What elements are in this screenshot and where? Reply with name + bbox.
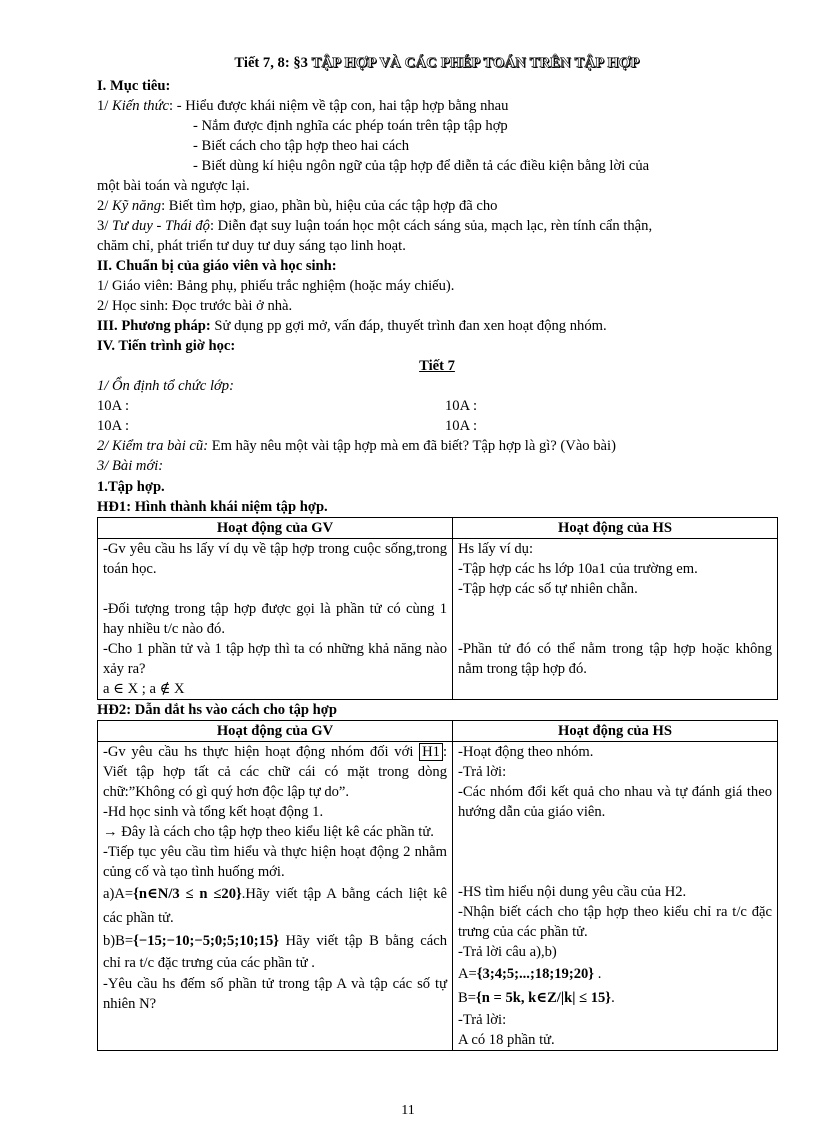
knowledge-line-4: - Biết dùng kí hiệu ngôn ngữ của tập hợp để diễn tả các điều kiện bằng lời của xyxy=(193,158,650,174)
method-text: Sử dụng pp gợi mở, vấn đáp, thuyết trình đan xen hoạt động nhóm. xyxy=(210,318,607,334)
set-a-prefix: a)A= xyxy=(103,886,134,902)
step-2-label: 2/ Kiểm tra bài cũ: xyxy=(97,438,209,454)
attitude-label: 3/ xyxy=(97,218,112,234)
list-item: -Yêu cầu hs đếm số phần tử trong tập A và tập các số tự nhiên N? xyxy=(103,976,447,1012)
list-item: -Cho 1 phần tử và 1 tập hợp thì ta có những khả năng nào xảy ra? xyxy=(103,641,447,677)
column-header-gv: Hoạt động của GV xyxy=(98,518,453,539)
skill-line xyxy=(97,196,777,216)
class-entry: 10A : xyxy=(445,418,478,434)
column-header-gv: Hoạt động của GV xyxy=(98,721,453,742)
table-row xyxy=(98,742,778,1051)
section-objectives-heading: I. Mục tiêu: xyxy=(97,78,171,94)
hs-cell xyxy=(453,742,778,1051)
list-item xyxy=(103,882,447,930)
attitude-line-1 xyxy=(97,216,777,236)
skill-label-italic: Kỹ năng xyxy=(112,198,162,214)
step-1-label: 1/ Ổn định tổ chức lớp: xyxy=(97,378,234,394)
knowledge-label: 1/ xyxy=(97,98,112,114)
list-item: -Các nhóm đổi kết quả cho nhau và tự đánh giá theo hướng dẫn của giáo viên. xyxy=(458,784,772,820)
list-item: -Nhận biết cách cho tập hợp theo kiểu chỉ ra t/c đặc trưng của các phần tử. xyxy=(458,904,772,940)
attitude-label-italic: Tư duy - Thái độ xyxy=(112,218,210,234)
class-entry: 10A : xyxy=(445,398,478,414)
list-item: -Tập hợp các hs lớp 10a1 của trường em. xyxy=(458,561,698,577)
hd1-title: HĐ1: Hình thành khái niệm tập hợp. xyxy=(97,499,328,515)
skill-label: 2/ xyxy=(97,198,112,214)
column-header-hs: Hoạt động của HS xyxy=(453,721,778,742)
class-row-2 xyxy=(97,416,777,436)
table-header-row xyxy=(98,518,778,539)
title-prefix: Tiết 7, 8: §3 xyxy=(234,55,312,71)
hd1-table xyxy=(97,517,778,700)
list-item xyxy=(103,742,447,802)
answer-a-prefix: A= xyxy=(458,966,477,982)
knowledge-text-1: : - Hiểu được khái niệm về tập con, hai tập hợp bằng nhau xyxy=(169,98,509,114)
list-item: Hs lấy ví dụ: xyxy=(458,541,533,557)
column-header-hs: Hoạt động của HS xyxy=(453,518,778,539)
list-item: -Phần tử đó có thể nằm trong tập hợp hoặc không nằm trong tập hợp đó. xyxy=(458,641,772,677)
list-item xyxy=(458,962,772,986)
knowledge-label-italic: Kiến thức xyxy=(112,98,169,114)
list-item xyxy=(458,986,772,1010)
gv1-text: -Gv yêu cầu hs thực hiện hoạt động nhóm đối với xyxy=(103,744,420,760)
set-a-text: .Hãy viết tập A bằng cách liệt kê các phần tử. xyxy=(103,886,447,926)
hd2-table xyxy=(97,720,778,1051)
set-b-prefix: b)B= xyxy=(103,933,134,949)
list-item: -Gv yêu cầu hs lấy ví dụ về tập hợp trong cuộc sống,trong toán học. xyxy=(103,541,447,577)
answer-b-prefix: B= xyxy=(458,990,476,1006)
answer-a-formula: {3;4;5;...;18;19;20} xyxy=(476,966,595,982)
hs-cell xyxy=(453,539,778,700)
attitude-text: : Diễn đạt suy luận toán học một cách sáng sủa, mạch lạc, rèn tính cẩn thận, xyxy=(209,218,653,234)
preparation-student: 2/ Học sinh: Đọc trước bài ở nhà. xyxy=(97,298,293,314)
list-item: -Tập hợp các số tự nhiên chẵn. xyxy=(458,581,638,597)
set-b-text: Hãy viết tập B bằng cách chỉ ra t/c đặc trưng của các phần tử . xyxy=(103,933,447,971)
table-header-row xyxy=(98,721,778,742)
list-item: a ∈ X ; a ∉ X xyxy=(103,681,185,697)
list-item: -Trả lời: xyxy=(458,1012,507,1028)
preparation-teacher: 1/ Giáo viên: Bảng phụ, phiếu trắc nghiệm (hoặc máy chiếu). xyxy=(97,278,455,294)
skill-text: : Biết tìm hợp, giao, phần bù, hiệu của các tập hợp đã cho xyxy=(161,198,498,214)
gv-cell xyxy=(98,742,453,1051)
hd2-title: HĐ2: Dẫn dắt hs vào cách cho tập hợp xyxy=(97,702,337,718)
table-row xyxy=(98,539,778,700)
title-main: TẬP HỢP VÀ CÁC PHÉP TOÁN TRÊN TẬP HỢP xyxy=(311,55,640,71)
gv1-text-cont: : Viết tập hợp tất cả các chữ cái có mặt trong dòng chữ:”Không có gì quý hơn độc lập tự do”. xyxy=(103,744,447,800)
list-item: -Hoạt động theo nhóm. xyxy=(458,744,594,760)
section-preparation-heading: II. Chuẩn bị của giáo viên và học sinh: xyxy=(97,258,337,274)
list-item: -Hd học sinh và tổng kết hoạt động 1. xyxy=(103,804,324,820)
method-heading: III. Phương pháp: xyxy=(97,318,211,334)
section-1-title: 1.Tập hợp. xyxy=(97,479,165,495)
list-item: -HS tìm hiểu nội dung yêu cầu của H2. xyxy=(458,884,687,900)
h1-box-label: H1 xyxy=(419,743,443,761)
list-item: -Đối tượng trong tập hợp được gọi là phần tử có cùng 1 hay nhiều t/c nào đó. xyxy=(103,601,447,637)
knowledge-line-2: - Nắm được định nghĩa các phép toán trên tập tập hợp xyxy=(193,118,508,134)
class-row-1 xyxy=(97,396,777,416)
list-item: → Đây là cách cho tập hợp theo kiểu liệt kê các phần tử. xyxy=(103,824,434,840)
lesson-title: Tiết 7 xyxy=(419,358,455,374)
knowledge-line-3: - Biết cách cho tập hợp theo hai cách xyxy=(193,138,409,154)
step-3-label: 3/ Bài mới: xyxy=(97,458,164,474)
method-line xyxy=(97,316,777,336)
class-entry: 10A : xyxy=(97,418,130,434)
attitude-line-2: chăm chỉ, phát triển tư duy tư duy sáng tạo linh hoạt. xyxy=(97,238,406,254)
answer-b-end: . xyxy=(611,990,615,1006)
knowledge-line-5: một bài toán và ngược lại. xyxy=(97,178,250,194)
list-item: -Tiếp tục yêu cầu tìm hiểu và thực hiện hoạt động 2 nhằm củng cố và tạo tình huống mới. xyxy=(103,844,447,880)
document-page xyxy=(97,52,777,1051)
section-procedure-heading: IV. Tiến trình giờ học: xyxy=(97,338,236,354)
step-2-line xyxy=(97,436,777,456)
step-2-text: Em hãy nêu một vài tập hợp mà em đã biết? Tập hợp là gì? (Vào bài) xyxy=(208,438,616,454)
knowledge-line-1 xyxy=(97,96,777,116)
page-title xyxy=(97,52,777,74)
answer-b-formula: {n = 5k, k∈Z/|k| ≤ 15} xyxy=(475,990,612,1006)
list-item xyxy=(103,930,447,974)
list-item: A có 18 phần tử. xyxy=(458,1032,555,1048)
gv-cell xyxy=(98,539,453,700)
answer-a-end: . xyxy=(594,966,602,982)
list-item: -Trả lời câu a),b) xyxy=(458,944,557,960)
page-number: 11 xyxy=(401,1103,415,1118)
set-b-formula: {−15;−10;−5;0;5;10;15} xyxy=(133,933,279,949)
class-entry: 10A : xyxy=(97,398,130,414)
set-a-formula: {n∈N/3 ≤ n ≤20} xyxy=(133,886,242,902)
list-item: -Trả lời: xyxy=(458,764,507,780)
